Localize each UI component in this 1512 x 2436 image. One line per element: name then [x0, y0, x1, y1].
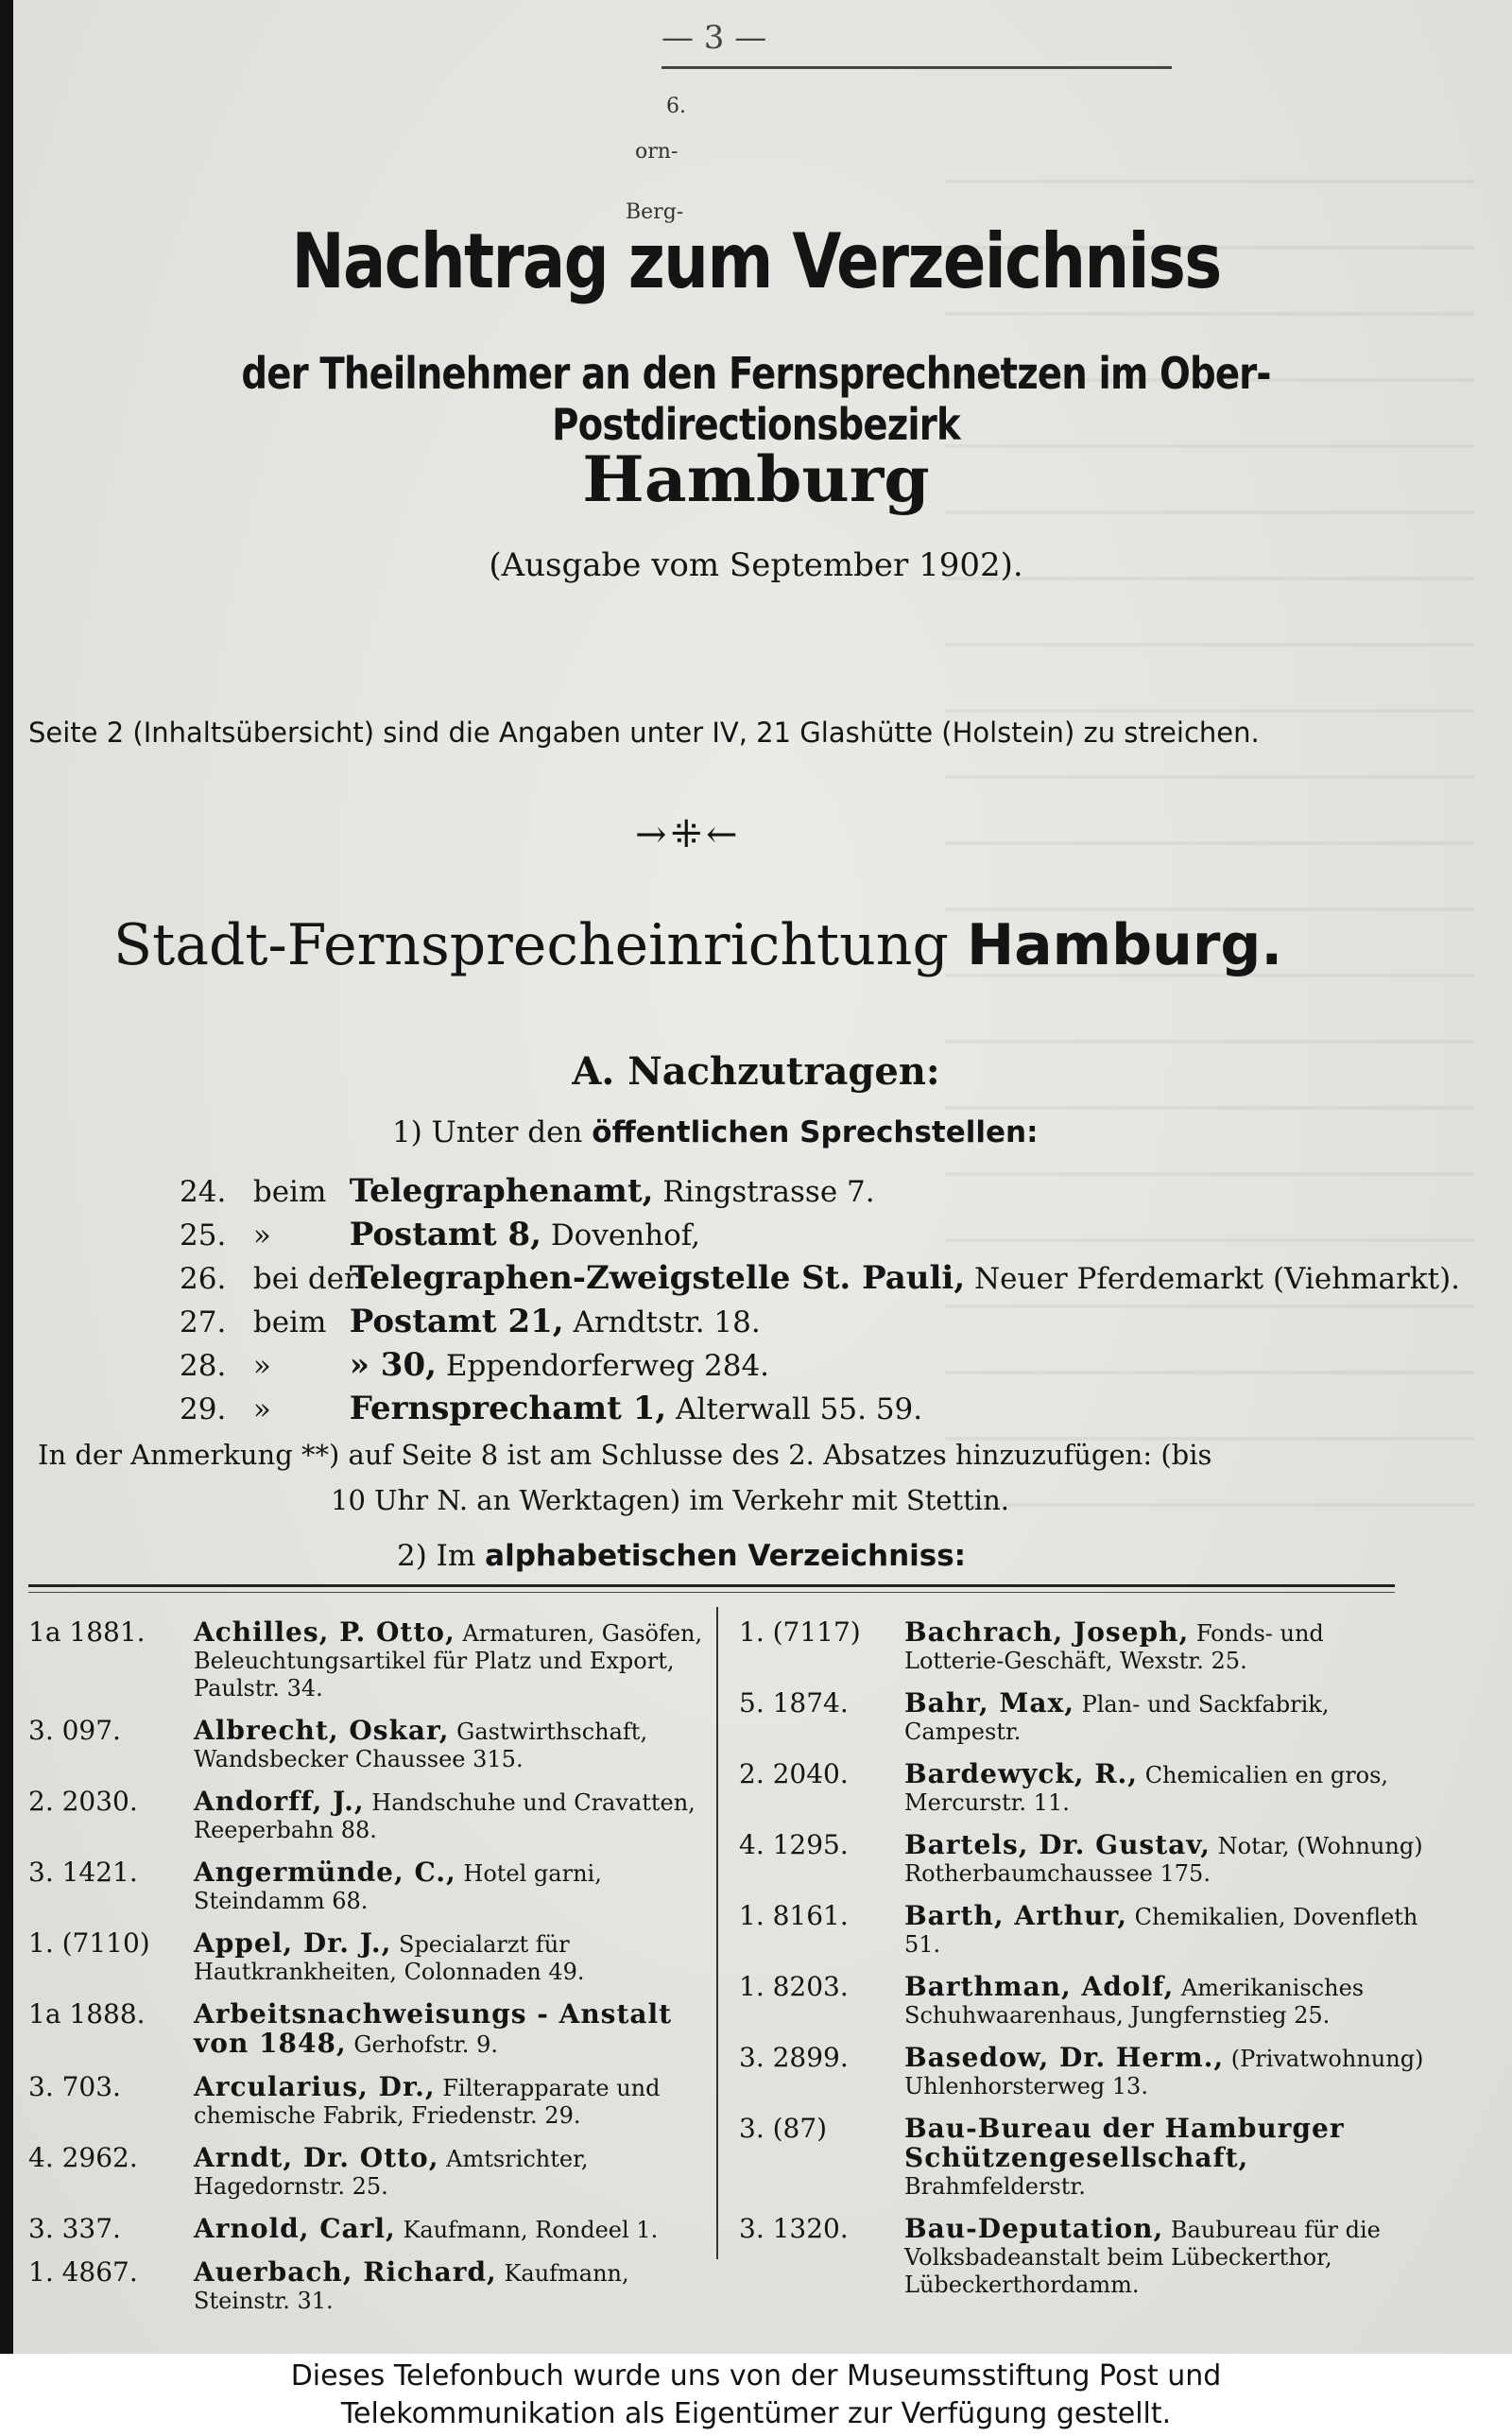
entry-number: 3. 2899. — [739, 2042, 849, 2073]
station-number: 26. — [180, 1262, 227, 1296]
entry-number: 1. 8161. — [739, 1900, 849, 1931]
station-name: Postamt 21, — [349, 1303, 564, 1340]
directory-entry — [28, 1618, 709, 1702]
column-separator — [716, 1607, 718, 2259]
entry-description: Hotel garni, Steindamm 68. — [194, 1860, 602, 1914]
entry-name: Angermünde, C., — [194, 1857, 456, 1888]
entry-name: Arnold, Carl, — [194, 2213, 396, 2244]
entry-name: Bardewyck, R., — [904, 1758, 1139, 1789]
entry-description: Plan- und Sackfabrik, Campestr. — [904, 1691, 1330, 1745]
list-item — [180, 1390, 1460, 1433]
book-spine-shadow — [0, 0, 13, 2354]
directory-entry — [28, 2073, 709, 2130]
station-number: 25. — [180, 1218, 227, 1253]
station-name: Telegraphen-Zweigstelle St. Pauli, — [349, 1259, 966, 1297]
entry-number: 3. 703. — [28, 2071, 121, 2102]
entry-number: 3. 1320. — [739, 2213, 849, 2244]
entry-name: Bachrach, Joseph, — [904, 1616, 1190, 1648]
station-number: 28. — [180, 1349, 227, 1383]
entry-description: Gastwirthschaft, Wandsbecker Chaussee 315. — [194, 1719, 648, 1772]
entry-number: 1. 4867. — [28, 2256, 138, 2288]
directory-entry — [28, 1717, 709, 1773]
entry-description: Kaufmann, Steinstr. 31. — [194, 2260, 629, 2314]
station-number: 27. — [180, 1305, 227, 1339]
station-number: 24. — [180, 1175, 227, 1209]
alphabetic-heading — [397, 1539, 966, 1573]
attribution-line-2: Telekommunikation als Eigentümer zur Verfügung gestellt. — [340, 2397, 1172, 2430]
directory-entry — [739, 1689, 1429, 1746]
entry-description: Armaturen, Gasöfen, Beleuchtungsartikel für Platz und Export, Paulstr. 34. — [194, 1620, 703, 1702]
directory-entry — [739, 1760, 1429, 1817]
entry-name: Appel, Dr. J., — [194, 1927, 392, 1959]
attribution-line-1: Dieses Telefonbuch wurde uns von der Museumsstiftung Post und — [290, 2359, 1222, 2393]
station-prefix: » — [252, 1349, 271, 1383]
entry-description: Amtsrichter, Hagedornstr. 25. — [194, 2146, 589, 2200]
section-heading: A. Nachzutragen: — [572, 1049, 940, 1094]
directory-entry — [28, 2215, 709, 2244]
alphabetic-prefix: 2) Im — [397, 1539, 476, 1573]
stadt-name: Hamburg. — [966, 912, 1283, 978]
list-item — [180, 1259, 1460, 1303]
page-number: — 3 — — [662, 19, 767, 57]
list-item — [180, 1346, 1460, 1390]
inhalts-note: Seite 2 (Inhaltsübersicht) sind die Angaben unter IV, 21 Glashütte (Holstein) zu streichen. — [28, 717, 1260, 749]
entry-name: Barthman, Adolf, — [904, 1971, 1175, 2002]
directory-entry — [28, 1929, 709, 1986]
subsection-bold: öffentlichen Sprechstellen: — [592, 1115, 1039, 1149]
station-address: Ringstrasse 7. — [662, 1175, 875, 1209]
entry-name: Basedow, Dr. Herm., — [904, 2042, 1225, 2073]
directory-entry — [739, 2044, 1429, 2100]
directory-entry — [739, 2115, 1429, 2201]
entry-description: Chemicalien en gros, Mercurstr. 11. — [904, 1762, 1389, 1816]
directory-entry — [28, 1788, 709, 1844]
entry-name: Bau-Bureau der Hamburger Schützengesellschaft, — [904, 2113, 1345, 2173]
public-stations-list — [180, 1172, 1460, 1433]
directory-entry — [739, 2215, 1429, 2299]
directory-entry — [28, 1858, 709, 1915]
stadt-prefix: Stadt-Fernsprecheinrichtung — [113, 912, 949, 978]
entry-description: Gerhofstr. 9. — [353, 2031, 498, 2058]
entry-number: 2. 2040. — [739, 1758, 849, 1789]
station-name: » 30, — [349, 1346, 437, 1384]
directory-column-right — [739, 1618, 1429, 2313]
margin-fragment: orn- — [635, 140, 679, 164]
anmerkung-line-2: 10 Uhr N. an Werktagen) im Verkehr mit Stettin. — [331, 1484, 1009, 1516]
entry-number: 1. (7117) — [739, 1616, 861, 1648]
entry-description: Notar, (Wohnung) Rotherbaumchaussee 175. — [904, 1833, 1423, 1887]
entry-description: Kaufmann, Rondeel 1. — [403, 2217, 659, 2243]
directory-entry — [739, 1618, 1429, 1675]
ornament-divider: →⁜← — [635, 813, 742, 856]
edition-line: (Ausgabe vom September 1902). — [489, 546, 1023, 584]
subsection-heading — [392, 1115, 1039, 1149]
section-rule — [28, 1584, 1395, 1587]
station-address: Alterwall 55. 59. — [676, 1392, 923, 1426]
directory-entry — [739, 1902, 1429, 1959]
station-number: 29. — [180, 1392, 227, 1426]
entry-name: Arbeitsnachweisungs - Anstalt von 1848, — [194, 1998, 673, 2059]
entry-number: 1. (7110) — [28, 1927, 150, 1959]
entry-description: Fonds- und Lotterie-Geschäft, Wexstr. 25. — [904, 1620, 1324, 1674]
page-subtitle: der Theilnehmer an den Fernsprechnetzen im Ober-Postdirectionsbezirk — [241, 348, 1271, 450]
entry-name: Albrecht, Oskar, — [194, 1715, 450, 1746]
header-rule — [662, 66, 1172, 69]
subsection-prefix: 1) Unter den — [392, 1115, 583, 1149]
list-item — [180, 1172, 1460, 1216]
station-address: Dovenhof, — [550, 1218, 701, 1253]
directory-entry — [28, 2144, 709, 2201]
directory-column-left — [28, 1618, 709, 2329]
entry-name: Barth, Arthur, — [904, 1900, 1127, 1931]
margin-fragment: Berg- — [626, 200, 684, 224]
entry-number: 4. 2962. — [28, 2142, 138, 2173]
entry-description: Filterapparate und chemische Fabrik, Friedenstr. 29. — [194, 2075, 661, 2129]
station-address: Neuer Pferdemarkt (Viehmarkt). — [974, 1262, 1461, 1296]
section-rule-thin — [28, 1592, 1395, 1593]
station-address: Arndtstr. 18. — [573, 1305, 761, 1339]
entry-number: 1. 8203. — [739, 1971, 849, 2002]
entry-description: Baubureau für die Volksbadeanstalt beim Lübeckerthor, Lübeckerthordamm. — [904, 2217, 1381, 2298]
list-item — [180, 1303, 1460, 1346]
margin-fragment: 6. — [666, 95, 686, 118]
entry-name: Bartels, Dr. Gustav, — [904, 1829, 1211, 1860]
entry-number: 3. 1421. — [28, 1857, 138, 1888]
entry-name: Achilles, P. Otto, — [194, 1616, 455, 1648]
entry-number: 5. 1874. — [739, 1687, 849, 1719]
station-prefix: » — [252, 1392, 271, 1426]
entry-name: Arndt, Dr. Otto, — [194, 2142, 439, 2173]
station-address: Eppendorferweg 284. — [445, 1349, 770, 1383]
entry-name: Andorff, J., — [194, 1786, 365, 1817]
directory-entry — [28, 2000, 709, 2059]
entry-description: (Privatwohnung) Uhlenhorsterweg 13. — [904, 2046, 1424, 2099]
entry-name: Bau-Deputation, — [904, 2213, 1164, 2244]
entry-number: 3. 337. — [28, 2213, 121, 2244]
alphabetic-bold: alphabetischen Verzeichniss: — [485, 1539, 967, 1573]
attribution-footer — [0, 2354, 1512, 2436]
station-name: Postamt 8, — [349, 1216, 541, 1253]
directory-entry — [739, 1831, 1429, 1888]
station-name: Fernsprechamt 1, — [349, 1390, 667, 1427]
entry-number: 3. (87) — [739, 2113, 828, 2144]
entry-description: Handschuhe und Cravatten, Reeperbahn 88. — [194, 1789, 696, 1843]
entry-description: Specialarzt für Hautkrankheiten, Colonnaden 49. — [194, 1931, 585, 1985]
entry-number: 1a 1888. — [28, 1998, 146, 2030]
entry-description: Brahmfelderstr. — [904, 2173, 1086, 2200]
entry-number: 2. 2030. — [28, 1786, 138, 1817]
station-name: Telegraphenamt, — [349, 1172, 654, 1210]
entry-number: 1a 1881. — [28, 1616, 146, 1648]
station-prefix: bei der — [252, 1262, 358, 1296]
entry-description: Chemikalien, Dovenfleth 51. — [904, 1904, 1418, 1958]
region-title: Hamburg — [582, 442, 930, 516]
directory-entry — [739, 1973, 1429, 2030]
anmerkung-line-1: In der Anmerkung **) auf Seite 8 ist am Schlusse des 2. Absatzes hinzuzufügen: (bis — [38, 1439, 1212, 1471]
directory-entry — [28, 2258, 709, 2315]
page-title: Nachtrag zum Verzeichniss — [291, 217, 1221, 305]
stadt-heading — [113, 912, 1282, 978]
entry-name: Bahr, Max, — [904, 1687, 1074, 1719]
list-item — [180, 1216, 1460, 1259]
station-prefix: beim — [252, 1305, 327, 1339]
station-prefix: » — [252, 1218, 271, 1253]
entry-name: Arcularius, Dr., — [194, 2071, 436, 2102]
station-prefix: beim — [252, 1175, 327, 1209]
entry-number: 3. 097. — [28, 1715, 121, 1746]
entry-description: Amerikanisches Schuhwaarenhaus, Jungfernstieg 25. — [904, 1975, 1365, 2029]
entry-number: 4. 1295. — [739, 1829, 849, 1860]
entry-name: Auerbach, Richard, — [194, 2256, 497, 2288]
